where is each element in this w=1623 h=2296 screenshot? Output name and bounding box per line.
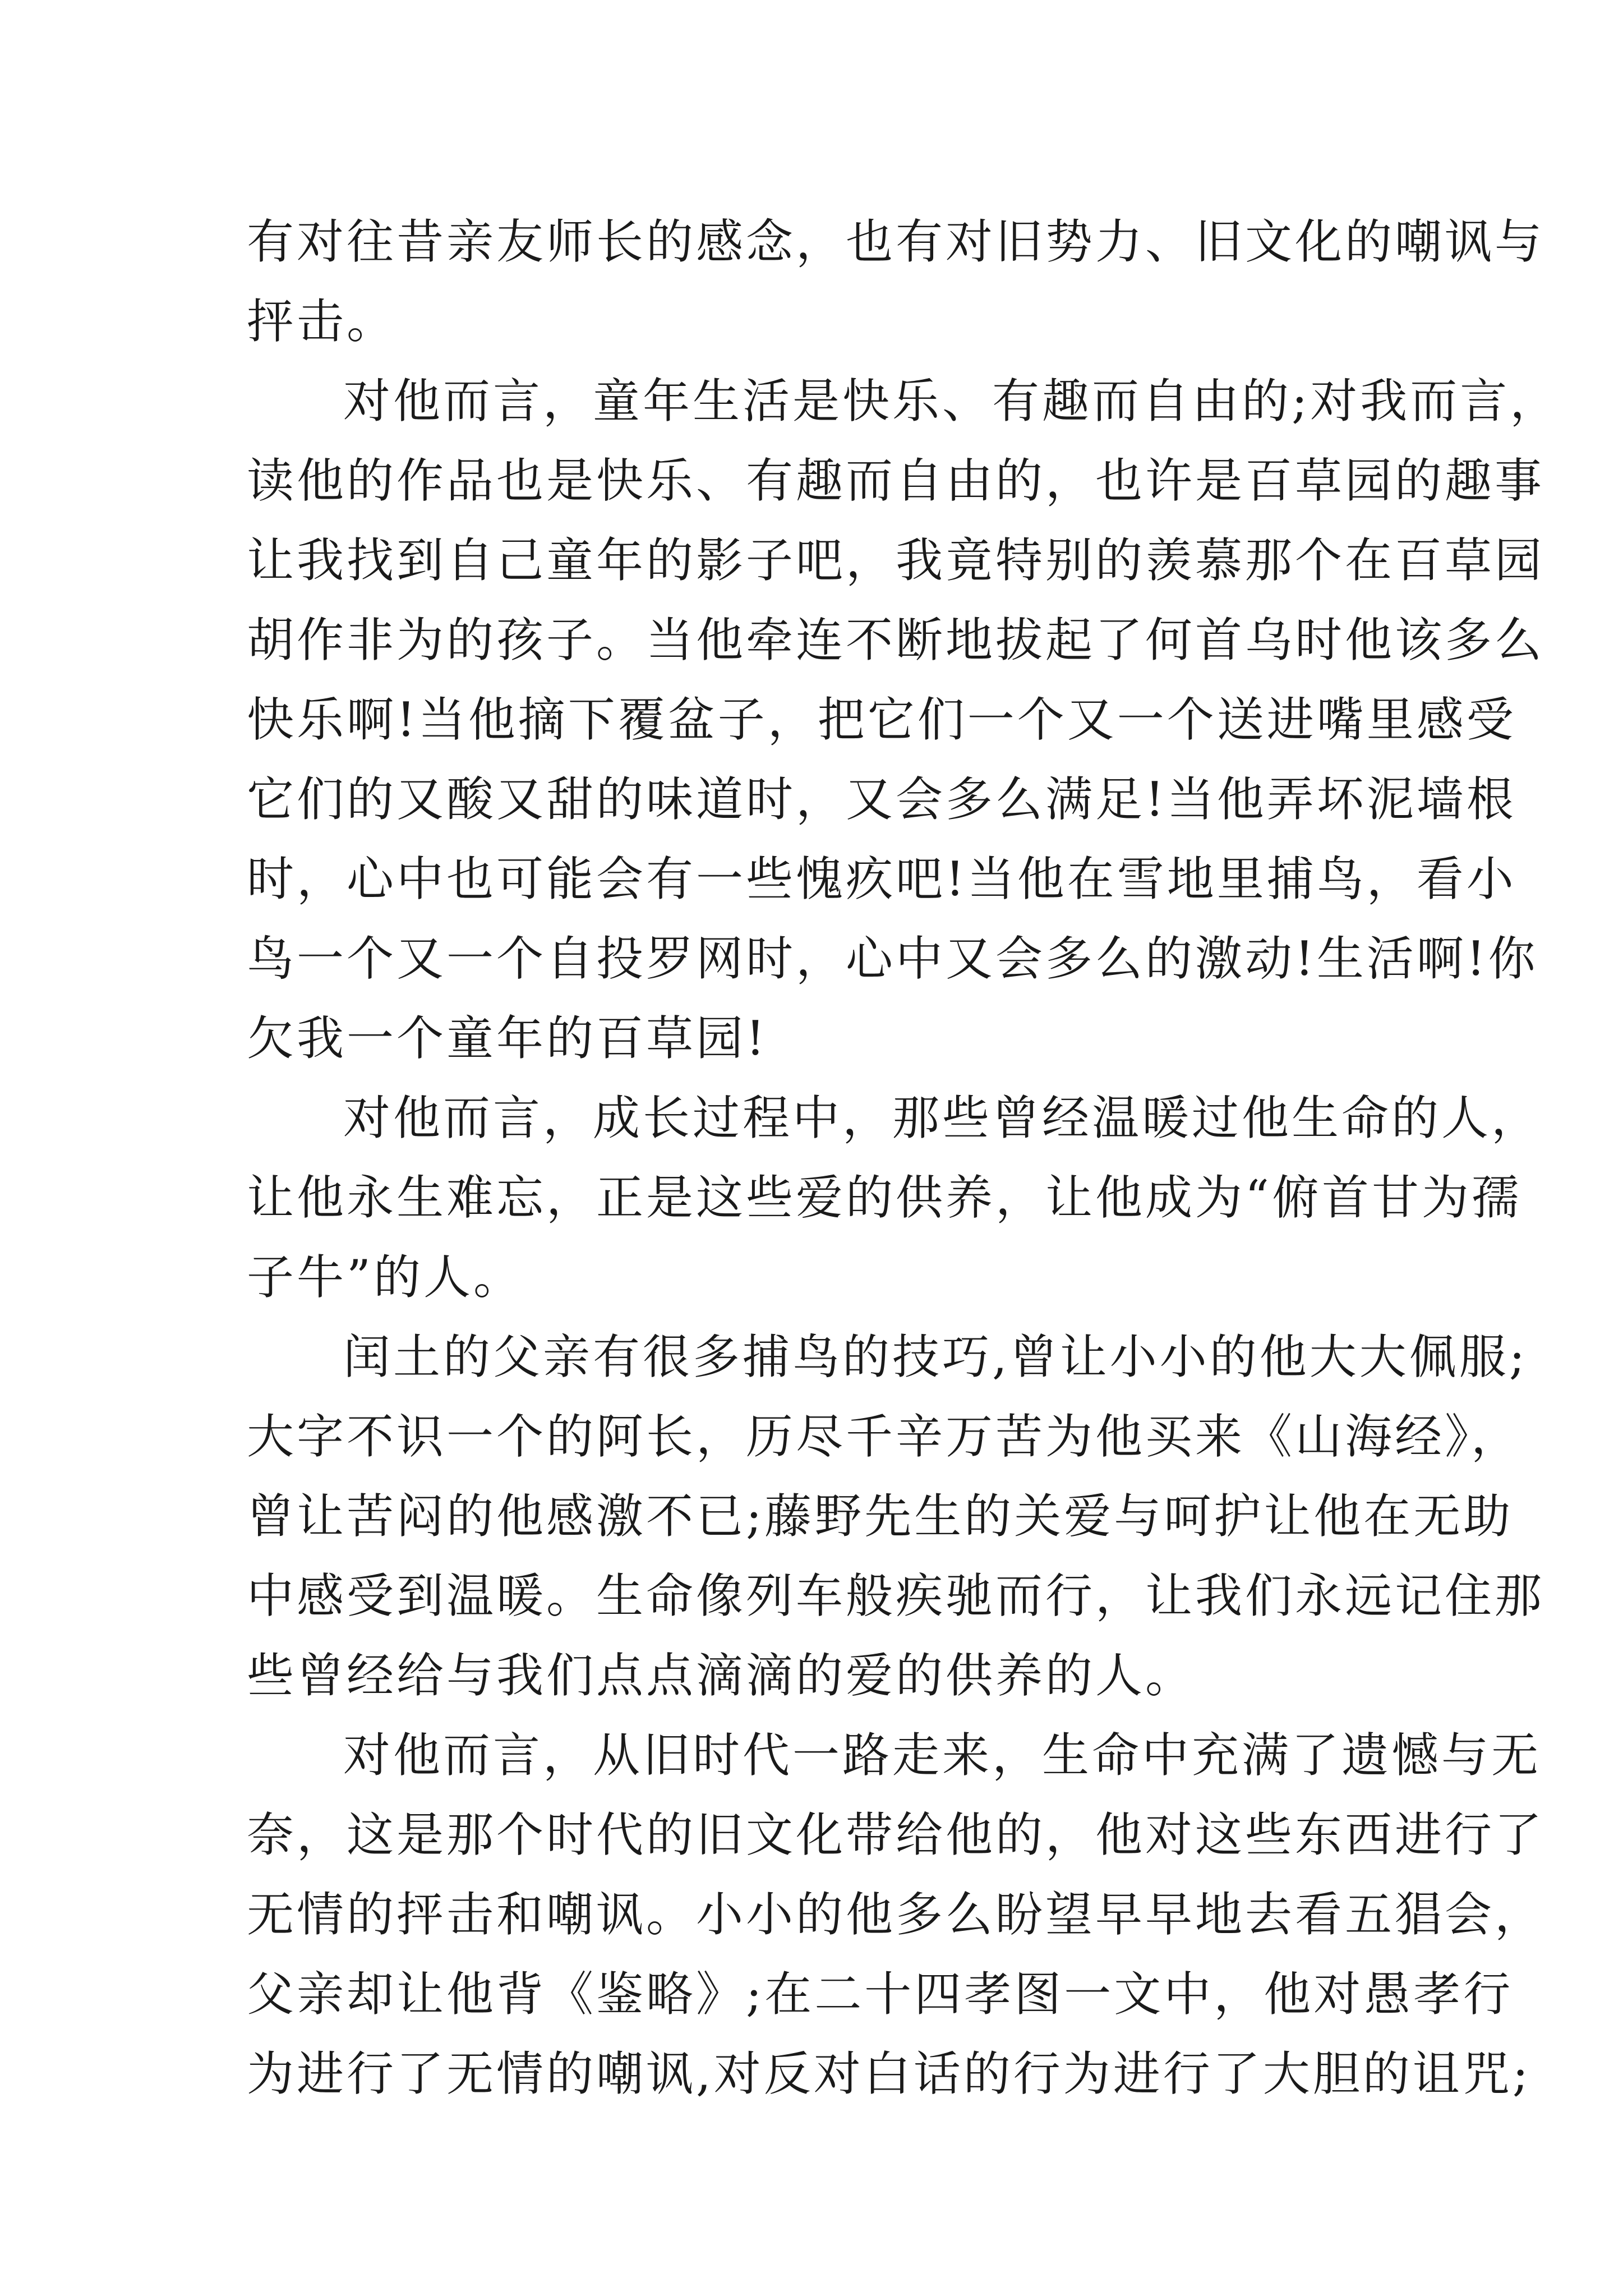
text-line: 让我找到自己童年的影子吧，我竟特别的羡慕那个在百草园 (247, 533, 1545, 588)
text-line: 闰土的父亲有很多捕鸟的技巧,曾让小小的他大大佩服; (343, 1329, 1528, 1384)
text-line: 些曾经给与我们点点滴滴的爱的供养的人。 (247, 1648, 1196, 1703)
text-line: 对他而言，从旧时代一路走来，生命中充满了遗憾与无 (343, 1728, 1542, 1783)
text-line: 快乐啊!当他摘下覆盆子，把它们一个又一个送进嘴里感受 (247, 692, 1516, 747)
text-line: 时，心中也可能会有一些愧疚吧!当他在雪地里捕鸟，看小 (247, 852, 1516, 907)
text-line: 鸟一个又一个自投罗网时，心中又会多么的激动!生活啊!你 (247, 931, 1538, 986)
text-line: 为进行了无情的嘲讽,对反对白话的行为进行了大胆的诅咒; (247, 2046, 1532, 2101)
text-line: 抨击。 (247, 294, 397, 349)
text-line: 曾让苦闷的他感激不已;藤野先生的关爱与呵护让他在无助 (247, 1489, 1514, 1544)
text-line: 读他的作品也是快乐、有趣而自由的，也许是百草园的趣事 (247, 453, 1545, 508)
text-line: 有对往昔亲友师长的感念，也有对旧势力、旧文化的嘲讽与 (247, 214, 1545, 269)
text-line: 子牛”的人。 (247, 1250, 523, 1305)
text-line: 对他而言，成长过程中，那些曾经温暖过他生命的人， (343, 1091, 1542, 1145)
text-line: 父亲却让他背《鉴略》;在二十四孝图一文中，他对愚孝行 (247, 1967, 1514, 2022)
text-line: 它们的又酸又甜的味道时，又会多么满足!当他弄坏泥墙根 (247, 772, 1516, 827)
text-line: 奈，这是那个时代的旧文化带给他的，他对这些东西进行了 (247, 1807, 1545, 1862)
text-line: 大字不识一个的阿长，历尽千辛万苦为他买来《山海经》， (247, 1409, 1521, 1464)
text-line: 让他永生难忘，正是这些爱的供养，让他成为“俯首甘为孺 (247, 1170, 1521, 1225)
document-body (247, 202, 1560, 2114)
text-line: 中感受到温暖。生命像列车般疾驰而行，让我们永远记住那 (247, 1568, 1545, 1623)
text-line: 胡作非为的孩子。当他牵连不断地拔起了何首乌时他该多么 (247, 613, 1545, 668)
text-line: 对他而言，童年生活是快乐、有趣而自由的;对我而言， (343, 374, 1560, 429)
text-line: 欠我一个童年的百草园! (247, 1011, 768, 1066)
text-line: 无情的抨击和嘲讽。小小的他多么盼望早早地去看五猖会， (247, 1887, 1545, 1942)
